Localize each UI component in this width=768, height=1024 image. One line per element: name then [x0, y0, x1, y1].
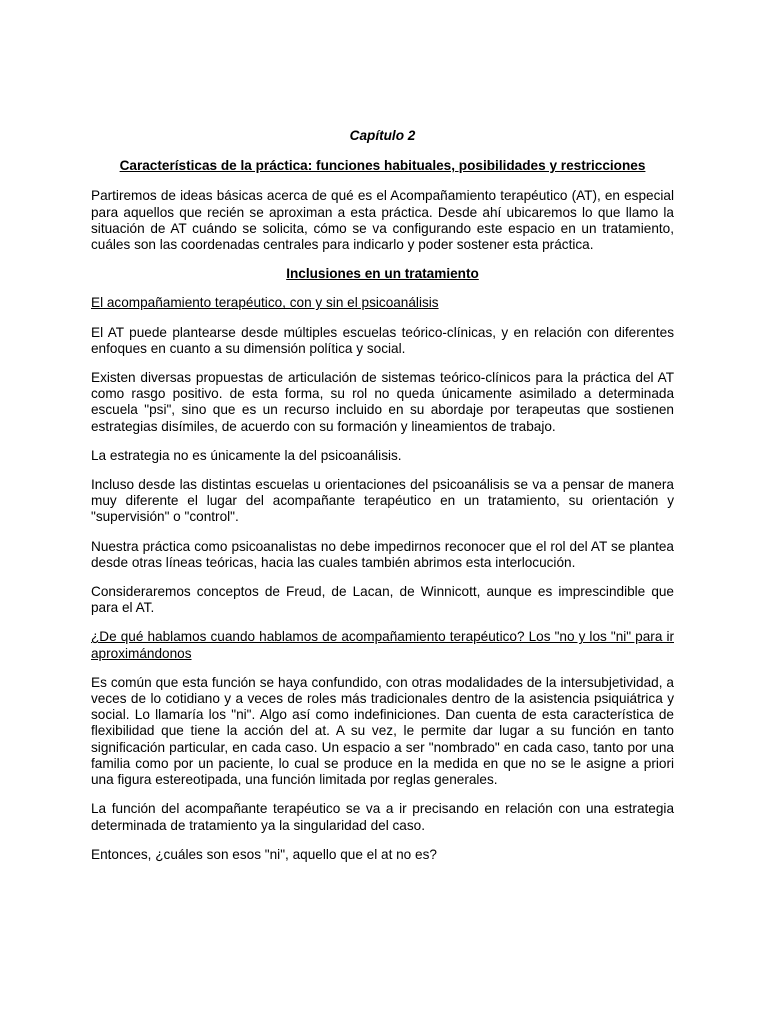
paragraph: Entonces, ¿cuáles son esos "ni", aquello que el at no es? [91, 846, 437, 862]
intro-paragraph: Partiremos de ideas básicas acerca de qué es el Acompañamiento terapéutico (AT), en especial para aquellos que recién se aproximan a esta práctica. Desde ahí ubicaremos lo que llamo la situación de AT cuándo se solicita, cómo se va configurando este espacio en un tratamiento, cuáles son las coordenadas centrales para indicarlo y poder sostener esta práctica. [91, 188, 674, 253]
section-title: Inclusiones en un tratamiento [286, 266, 479, 282]
subheading-no-y-ni: ¿De qué hablamos cuando hablamos de acompañamiento terapéutico? Los "no y los "ni" para ir aproximándonos [91, 629, 674, 661]
paragraph: Nuestra práctica como psicoanalistas no debe impedirnos reconocer que el rol del AT se plantea desde otras líneas teóricas, hacia las cuales también abrimos esta interlocución. [91, 538, 674, 570]
paragraph: Incluso desde las distintas escuelas u orientaciones del psicoanálisis se va a pensar de manera muy diferente el lugar del acompañante terapéutico en un tratamiento, su orientación y "supervisión" o "control". [91, 477, 674, 525]
subheading-psicoanalisis: El acompañamiento terapéutico, con y sin el psicoanálisis [91, 295, 439, 311]
chapter-heading: Capítulo 2 [349, 128, 416, 143]
paragraph: Es común que esta función se haya confundido, con otras modalidades de la intersubjetividad, a veces de lo cotidiano y a veces de roles más tradicionales dentro de la asistencia psiquiátrica y social. Lo llamaría los "ni". Algo así como indefiniciones. Dan cuenta de esta característica de flexibilidad que tiene la acción del at. A su vez, le permite dar lugar a su función en tanto significación particular, en cada caso. Un espacio a ser "nombrado" en cada caso, tanto por una familia como por un paciente, lo cual se produce en la medida en que no se le asigne a priori una figura estereotipada, una función limitada por reglas generales. [91, 674, 674, 788]
paragraph: El AT puede plantearse desde múltiples escuelas teórico-clínicas, y en relación con diferentes enfoques en cuanto a su dimensión política y social. [91, 324, 674, 356]
paragraph: La función del acompañante terapéutico se va a ir precisando en relación con una estrategia determinada de tratamiento ya la singularidad del caso. [91, 801, 674, 833]
paragraph: La estrategia no es únicamente la del psicoanálisis. [91, 447, 402, 463]
paragraph: Existen diversas propuestas de articulación de sistemas teórico-clínicos para la práctica del AT como rasgo positivo. de esta forma, su rol no queda únicamente asimilado a determinada escuela "psi", sino que es un recurso incluido en su abordaje por terapeutas que sostienen estrategias disímiles, de acuerdo con su formación y lineamientos de trabajo. [91, 370, 674, 434]
paragraph: Consideraremos conceptos de Freud, de Lacan, de Winnicott, aunque es imprescindible que para el AT. [91, 584, 674, 616]
document-page [91, 128, 674, 876]
chapter-title: Características de la práctica: funciones habituales, posibilidades y restricciones [119, 158, 646, 174]
